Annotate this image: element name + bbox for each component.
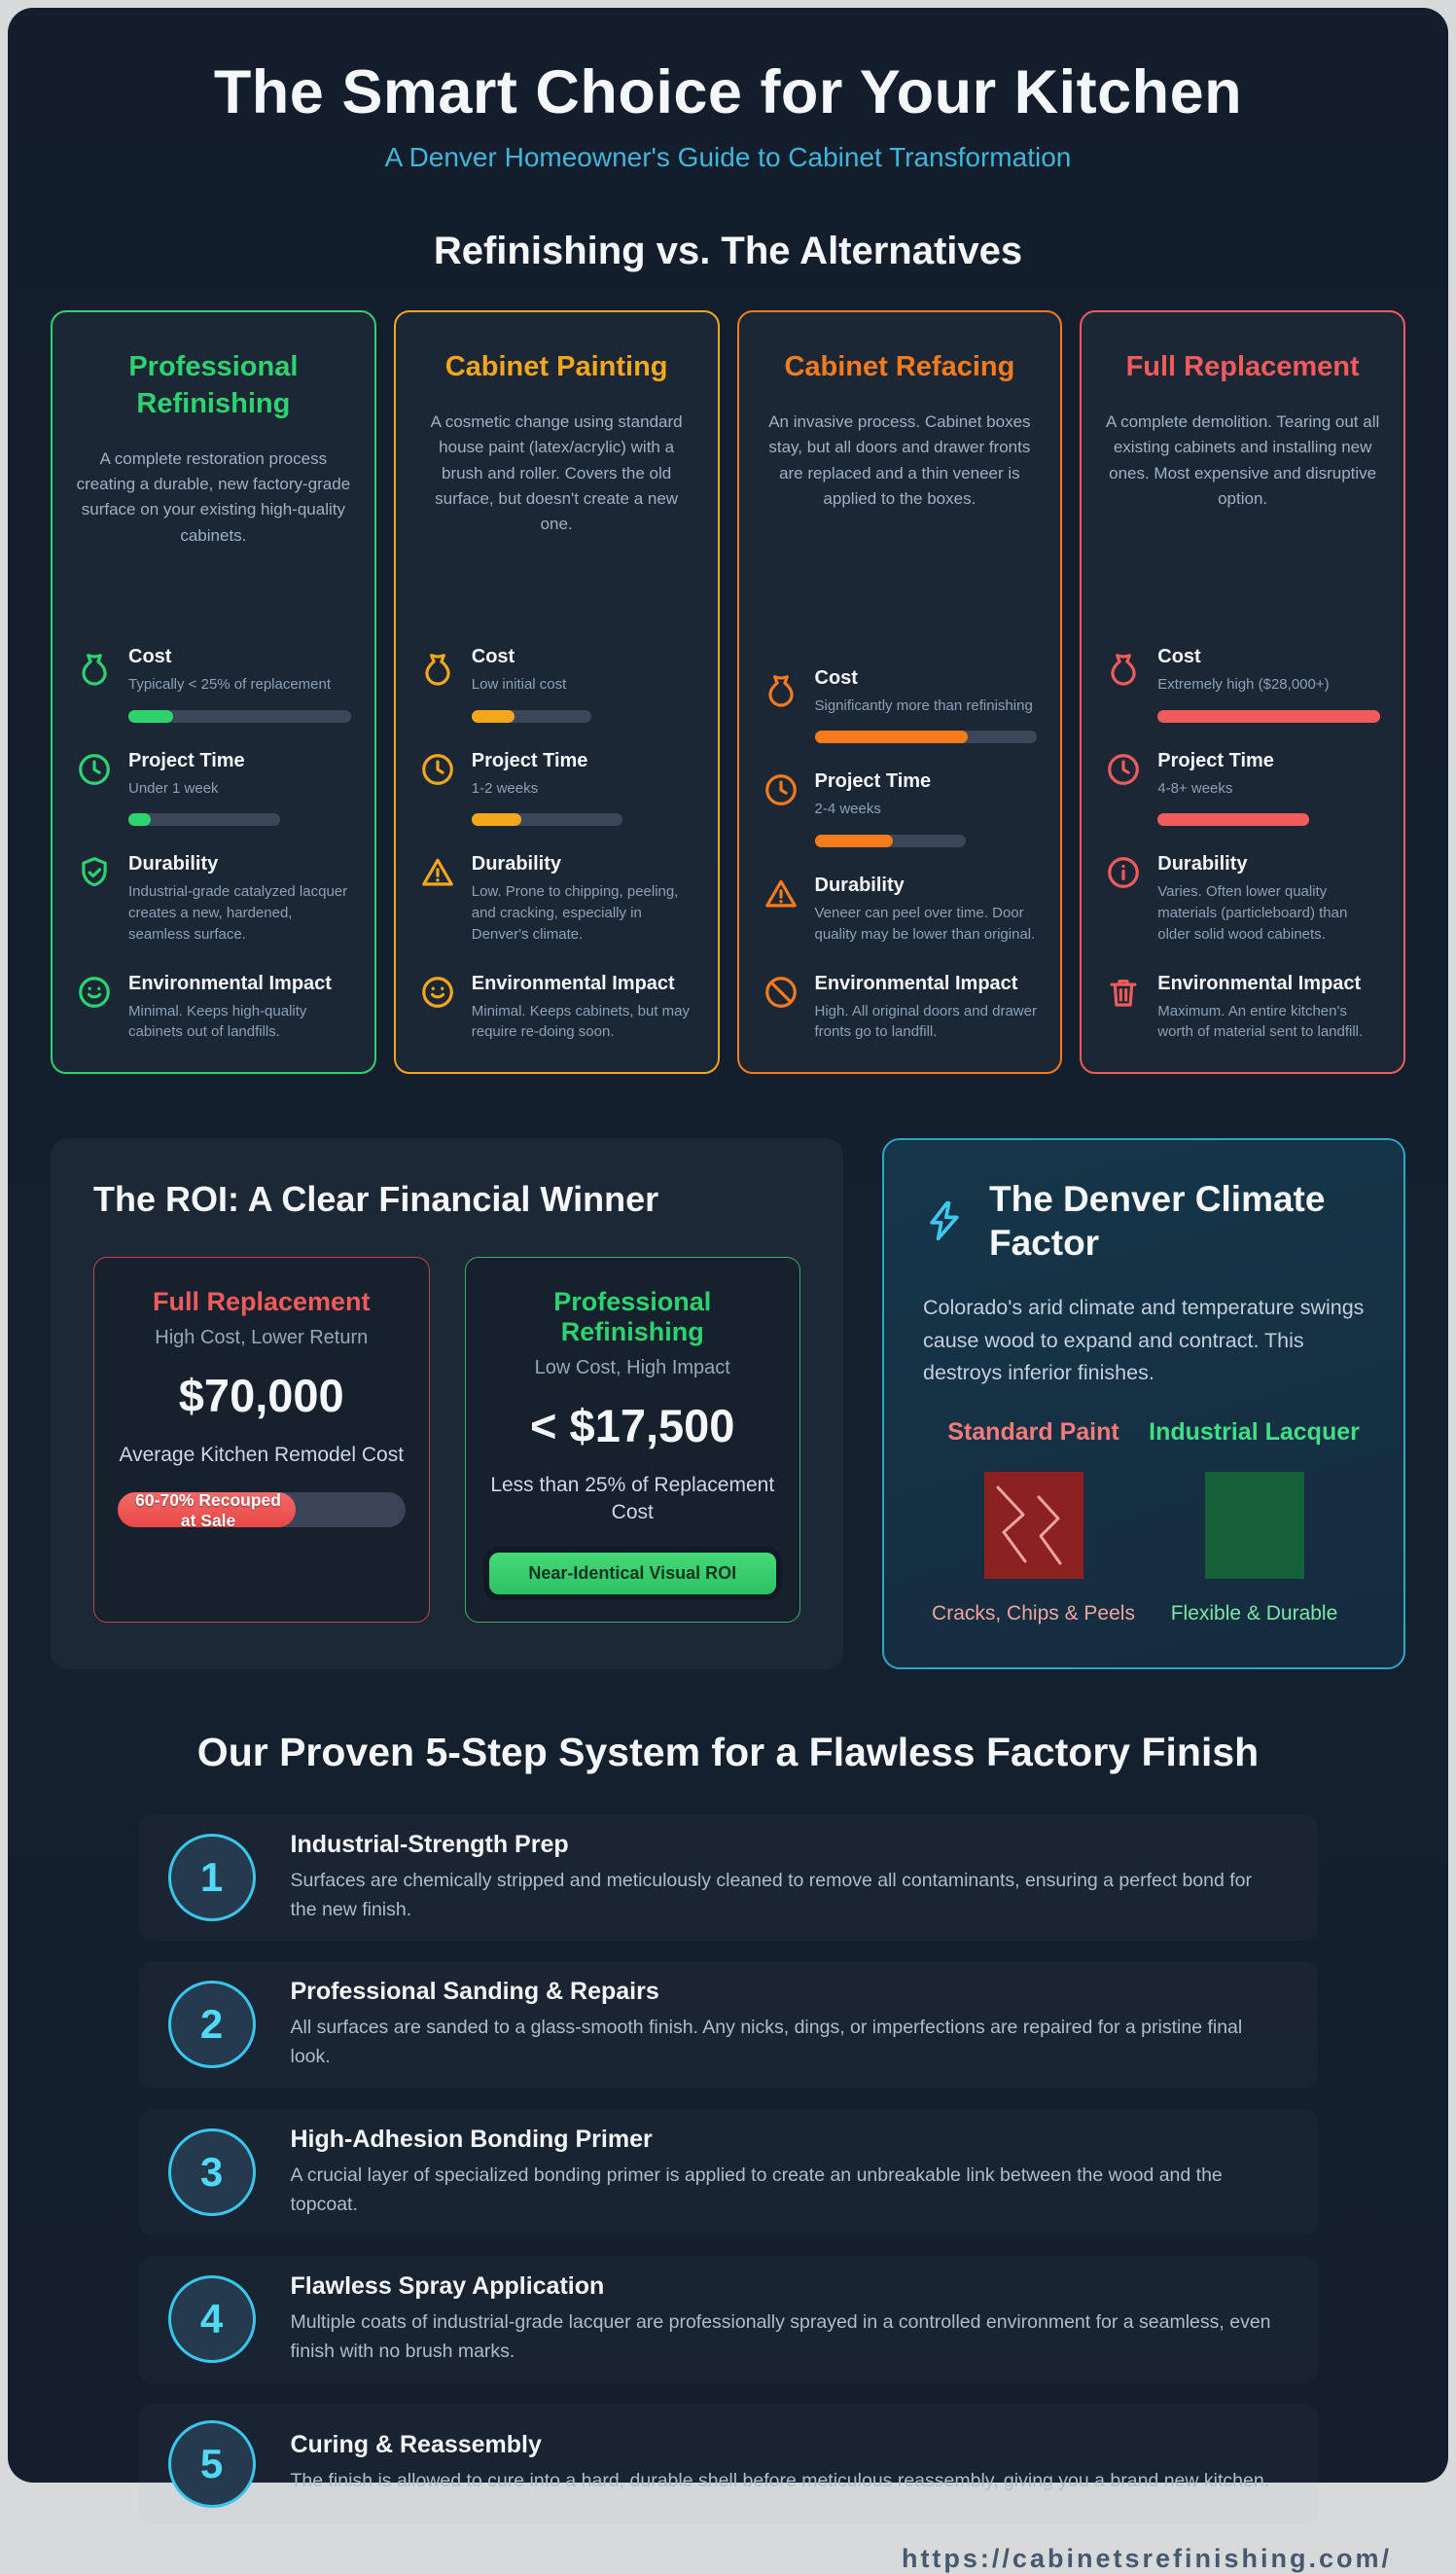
process-steps bbox=[139, 1814, 1318, 2524]
cost-bar-fill bbox=[815, 731, 969, 743]
metric-label: Environmental Impact bbox=[471, 972, 675, 994]
metric-project-time bbox=[1105, 749, 1380, 827]
metric-durability bbox=[419, 852, 694, 945]
lightning-bolt-icon bbox=[923, 1199, 966, 1242]
card-metrics bbox=[1105, 645, 1380, 1043]
metric-label: Durability bbox=[471, 853, 561, 876]
step-number-badge: 4 bbox=[168, 2275, 256, 2363]
step-number-badge: 3 bbox=[168, 2128, 256, 2216]
step-5 bbox=[139, 2404, 1318, 2524]
metric-label: Project Time bbox=[814, 770, 932, 793]
climate-col-label: Standard Paint bbox=[947, 1418, 1119, 1447]
metric-detail: Low initial cost bbox=[471, 675, 567, 693]
clock-icon bbox=[763, 771, 801, 810]
money-bag-icon bbox=[419, 647, 458, 686]
time-bar-fill bbox=[815, 835, 894, 847]
card-description: An invasive process. Cabinet boxes stay, but all doors and drawer fronts are replaced and a thin veneer is applied to the boxes. bbox=[768, 411, 1031, 508]
step-title: High-Adhesion Bonding Primer bbox=[290, 2125, 653, 2153]
visual-roi-badge: Near-Identical Visual ROI bbox=[489, 1553, 777, 1594]
step-title: Industrial-Strength Prep bbox=[290, 1830, 569, 1858]
warning-triangle-icon bbox=[419, 854, 458, 893]
metric-durability bbox=[763, 874, 1038, 946]
card-professional-refinishing bbox=[51, 310, 376, 1074]
smiley-icon bbox=[419, 974, 458, 1013]
step-title: Curing & Reassembly bbox=[290, 2431, 542, 2459]
step-number-badge: 1 bbox=[168, 1834, 256, 1921]
step-title: Flawless Spray Application bbox=[290, 2272, 605, 2301]
step-4 bbox=[139, 2256, 1318, 2382]
time-bar-fill bbox=[1157, 813, 1309, 826]
step-text: Multiple coats of industrial-grade lacquer are professionally sprayed in a controlled environment for a seamless, even finish with no brush marks. bbox=[290, 2311, 1271, 2363]
cost-bar-track bbox=[1157, 710, 1380, 723]
lacquer-swatch bbox=[1205, 1472, 1304, 1579]
card-metrics bbox=[76, 645, 351, 1043]
money-bag-icon bbox=[76, 647, 115, 686]
metric-detail: 2-4 weeks bbox=[814, 801, 881, 818]
card-title: Professional Refinishing bbox=[128, 351, 299, 419]
time-bar-track bbox=[815, 835, 967, 847]
roi-amount: < $17,500 bbox=[530, 1400, 735, 1452]
metric-durability bbox=[76, 852, 351, 945]
metric-label: Cost bbox=[814, 666, 858, 689]
metric-label: Project Time bbox=[128, 749, 245, 771]
comparison-cards-row bbox=[51, 310, 1405, 1074]
time-bar-track bbox=[1157, 813, 1309, 826]
time-bar-track bbox=[472, 813, 623, 826]
cracked-paint-swatch bbox=[984, 1472, 1083, 1579]
card-title: Cabinet Refacing bbox=[784, 351, 1015, 383]
metric-detail: Minimal. Keeps cabinets, but may require re-doing soon. bbox=[471, 1002, 691, 1041]
metric-environmental-impact bbox=[1105, 972, 1380, 1044]
climate-col-standard-paint bbox=[923, 1418, 1144, 1626]
metric-project-time bbox=[76, 749, 351, 827]
step-text: Surfaces are chemically stripped and meticulously cleaned to remove all contaminants, ensuring a perfect bond for the new finish. bbox=[290, 1869, 1253, 1921]
metric-label: Project Time bbox=[1157, 749, 1274, 771]
metric-detail: Low. Prone to chipping, peeling, and cracking, especially in Denver's climate. bbox=[471, 883, 679, 943]
step-text: The finish is allowed to cure into a hard, durable shell before meticulous reassembly, giving you a brand new kitchen. bbox=[290, 2470, 1270, 2492]
page-subtitle: A Denver Homeowner's Guide to Cabinet Transformation bbox=[384, 142, 1072, 173]
clock-icon bbox=[419, 751, 458, 790]
metric-detail: Industrial-grade catalyzed lacquer creates a new, hardened, seamless surface. bbox=[128, 883, 348, 943]
money-bag-icon bbox=[763, 668, 801, 707]
clock-icon bbox=[1105, 751, 1144, 790]
card-cabinet-refacing bbox=[737, 310, 1063, 1074]
metric-detail: Minimal. Keeps high-quality cabinets out of landfills. bbox=[128, 1002, 307, 1041]
climate-col-label: Industrial Lacquer bbox=[1149, 1418, 1360, 1447]
metric-environmental-impact bbox=[419, 972, 694, 1044]
metric-label: Durability bbox=[814, 875, 905, 897]
roi-caption: Less than 25% of Replacement Cost bbox=[490, 1474, 775, 1524]
shield-check-icon bbox=[76, 854, 115, 893]
website-url: https://cabinetsrefinishing.com/ bbox=[901, 2543, 1392, 2573]
card-full-replacement bbox=[1080, 310, 1405, 1074]
metric-durability bbox=[1105, 852, 1380, 945]
roi-climate-row bbox=[51, 1138, 1405, 1669]
metric-environmental-impact bbox=[76, 972, 351, 1044]
time-bar-track bbox=[128, 813, 280, 826]
climate-title: The Denver Climate Factor bbox=[989, 1179, 1326, 1264]
metric-label: Project Time bbox=[471, 749, 588, 771]
metric-cost bbox=[1105, 645, 1380, 723]
roi-card-title: Full Replacement bbox=[152, 1287, 371, 1317]
metric-label: Cost bbox=[471, 645, 515, 667]
roi-caption: Average Kitchen Remodel Cost bbox=[119, 1444, 405, 1467]
step-3 bbox=[139, 2109, 1318, 2235]
cost-bar-track bbox=[472, 710, 592, 723]
metric-detail: 4-8+ weeks bbox=[1157, 779, 1233, 797]
metric-detail: Maximum. An entire kitchen's worth of material sent to landfill. bbox=[1157, 1002, 1364, 1041]
recoup-bar-track bbox=[118, 1490, 406, 1530]
step-text: All surfaces are sanded to a glass-smooth finish. Any nicks, dings, or imperfections are repaired for a pristine final look. bbox=[290, 2017, 1243, 2068]
step-number-badge: 5 bbox=[168, 2420, 256, 2508]
ban-icon bbox=[763, 974, 801, 1013]
metric-detail: Extremely high ($28,000+) bbox=[1157, 675, 1330, 693]
card-title: Full Replacement bbox=[1125, 351, 1360, 383]
metric-detail: Veneer can peel over time. Door quality may be lower than original. bbox=[814, 905, 1036, 943]
metric-detail: Significantly more than refinishing bbox=[814, 697, 1033, 714]
climate-comparison bbox=[923, 1418, 1365, 1626]
cost-bar-track bbox=[128, 710, 351, 723]
metric-detail: Under 1 week bbox=[128, 779, 219, 797]
cost-bar-fill bbox=[472, 710, 515, 723]
recoup-bar-label: 60-70% Recouped at Sale bbox=[135, 1490, 281, 1530]
climate-col-caption: Flexible & Durable bbox=[1170, 1602, 1338, 1626]
metric-detail: 1-2 weeks bbox=[471, 779, 539, 797]
roi-panel bbox=[51, 1138, 843, 1669]
climate-col-caption: Cracks, Chips & Peels bbox=[932, 1602, 1135, 1626]
trash-icon bbox=[1105, 974, 1144, 1013]
card-description: A complete restoration process creating a durable, new factory-grade surface on your existing high-quality cabinets. bbox=[76, 448, 351, 545]
metric-label: Cost bbox=[1157, 645, 1201, 667]
warning-triangle-icon bbox=[763, 876, 801, 914]
step-text: A crucial layer of specialized bonding primer is applied to create an unbreakable link between the wood and the topcoat. bbox=[290, 2163, 1223, 2215]
metric-cost bbox=[419, 645, 694, 723]
infographic-canvas bbox=[8, 8, 1448, 2573]
metric-label: Cost bbox=[128, 645, 172, 667]
card-metrics bbox=[763, 666, 1038, 1044]
step-1 bbox=[139, 1814, 1318, 1941]
roi-heading: The ROI: A Clear Financial Winner bbox=[93, 1179, 659, 1220]
climate-col-industrial-lacquer bbox=[1144, 1418, 1365, 1626]
step-number-badge: 2 bbox=[168, 1981, 256, 2068]
metric-label: Environmental Impact bbox=[814, 972, 1018, 994]
cost-bar-fill bbox=[128, 710, 173, 723]
smiley-icon bbox=[76, 974, 115, 1013]
step-2 bbox=[139, 1961, 1318, 2088]
clock-icon bbox=[76, 751, 115, 790]
climate-body-text: Colorado's arid climate and temperature swings cause wood to expand and contract. This destroys inferior finishes. bbox=[923, 1296, 1365, 1385]
metric-label: Durability bbox=[128, 853, 219, 876]
metric-label: Environmental Impact bbox=[128, 972, 332, 994]
money-bag-icon bbox=[1105, 647, 1144, 686]
card-cabinet-painting bbox=[394, 310, 720, 1074]
climate-panel bbox=[882, 1138, 1405, 1669]
metric-project-time bbox=[419, 749, 694, 827]
cost-bar-track bbox=[815, 731, 1038, 743]
roi-amount: $70,000 bbox=[178, 1370, 344, 1422]
metric-detail: Typically < 25% of replacement bbox=[128, 675, 332, 693]
metric-detail: Varies. Often lower quality materials (particleboard) than older solid wood cabinets. bbox=[1157, 883, 1348, 943]
roi-card-professional-refinishing bbox=[465, 1257, 801, 1623]
comparison-heading: Refinishing vs. The Alternatives bbox=[433, 230, 1023, 273]
time-bar-fill bbox=[128, 813, 151, 826]
roi-card-subtitle: Low Cost, High Impact bbox=[534, 1357, 730, 1379]
info-circle-icon bbox=[1105, 854, 1144, 893]
metric-label: Environmental Impact bbox=[1157, 972, 1362, 994]
step-title: Professional Sanding & Repairs bbox=[290, 1978, 659, 2006]
roi-card-title: Professional Refinishing bbox=[553, 1287, 712, 1347]
metric-label: Durability bbox=[1157, 853, 1248, 876]
metric-project-time bbox=[763, 769, 1038, 847]
metric-cost bbox=[76, 645, 351, 723]
time-bar-fill bbox=[472, 813, 521, 826]
metric-environmental-impact bbox=[763, 972, 1038, 1044]
process-heading: Our Proven 5-Step System for a Flawless Factory Finish bbox=[196, 1729, 1260, 1774]
metric-cost bbox=[763, 666, 1038, 744]
roi-card-full-replacement bbox=[93, 1257, 430, 1623]
card-description: A cosmetic change using standard house paint (latex/acrylic) with a brush and roller. Covers the old surface, but doesn't create a new one. bbox=[430, 411, 683, 534]
card-title: Cabinet Painting bbox=[444, 351, 668, 383]
roi-card-subtitle: High Cost, Lower Return bbox=[155, 1327, 369, 1349]
cost-bar-fill bbox=[1157, 710, 1380, 723]
page-title: The Smart Choice for Your Kitchen bbox=[213, 58, 1243, 126]
card-metrics bbox=[419, 645, 694, 1043]
card-description: A complete demolition. Tearing out all existing cabinets and installing new ones. Most expensive and disruptive option. bbox=[1105, 411, 1380, 508]
metric-detail: High. All original doors and drawer fronts go to landfill. bbox=[814, 1002, 1037, 1041]
